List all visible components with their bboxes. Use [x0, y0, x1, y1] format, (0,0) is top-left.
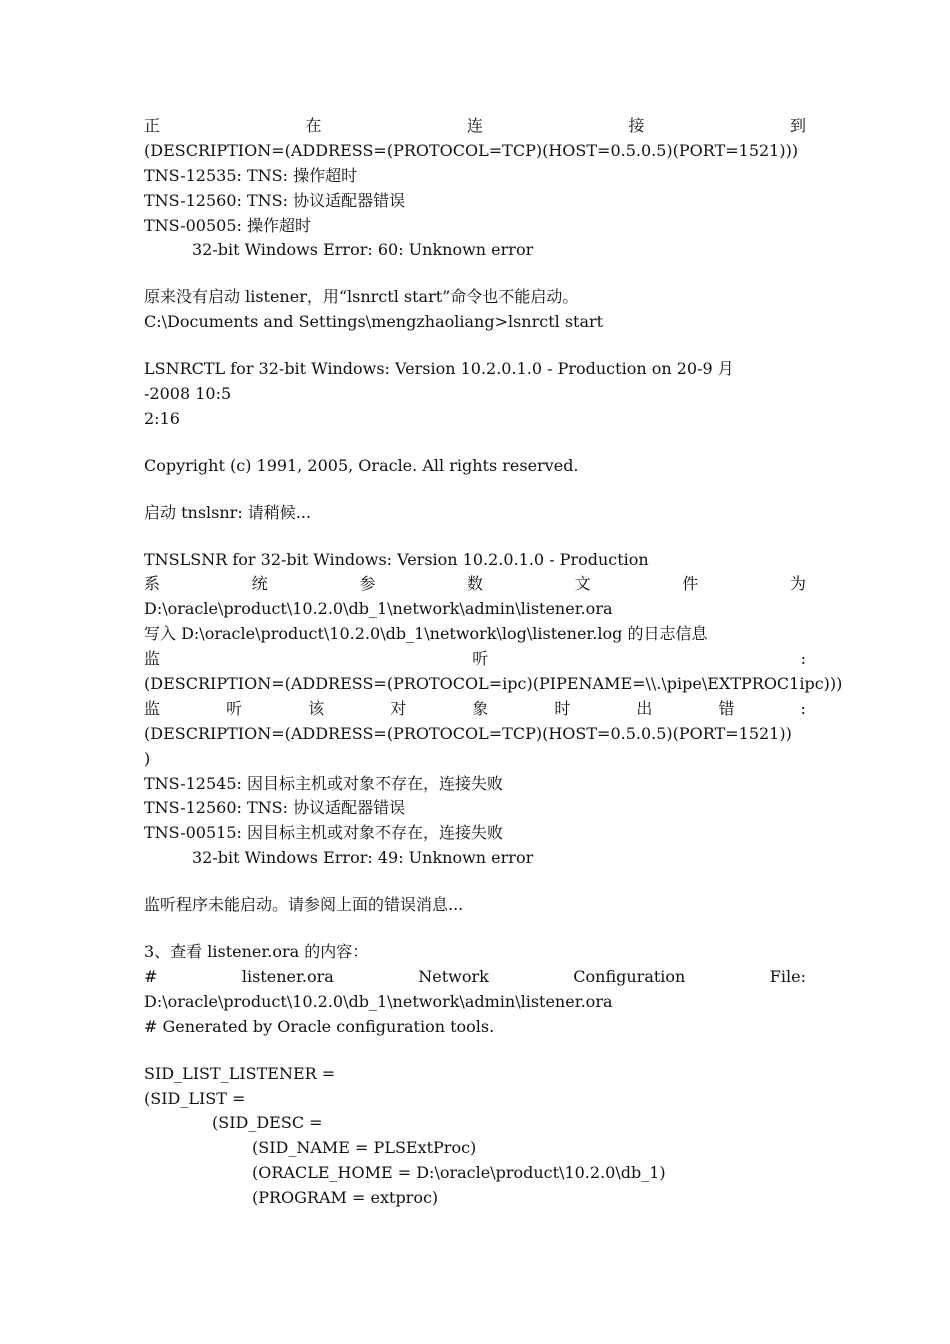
word: 监	[144, 649, 161, 669]
tns-12545-line: TNS-12545: 因目标主机或对象不存在，连接失败	[144, 773, 504, 793]
word: 为	[789, 574, 806, 594]
word: #	[144, 966, 158, 986]
word: 象	[472, 698, 489, 718]
windows-error-49-line: 32-bit Windows Error: 49: Unknown error	[192, 848, 534, 868]
word: 文	[574, 574, 591, 594]
lsnrctl-date-line: -2008 10:5	[144, 384, 232, 404]
log-line: 写入 D:\oracle\product\10.2.0\db_1\network\log\listener.log 的日志信息	[144, 624, 708, 644]
blank-line	[144, 918, 806, 940]
lsnrctl-time-line: 2:16	[144, 408, 180, 428]
blank-line	[144, 871, 806, 893]
windows-error-60-line: 32-bit Windows Error: 60: Unknown error	[192, 240, 534, 260]
word: listener.ora	[241, 966, 334, 986]
blank-line	[144, 479, 806, 501]
listen-line	[144, 647, 806, 672]
word: 统	[251, 574, 268, 594]
word: 在	[305, 116, 322, 135]
word: 对	[390, 698, 407, 718]
tns-12560-line: TNS-12560: TNS: 协议适配器错误	[144, 798, 406, 818]
word: 连	[466, 116, 483, 135]
sid-name-line: (SID_NAME = PLSExtProc)	[252, 1138, 477, 1158]
word: 系	[144, 574, 161, 594]
word: :	[800, 698, 806, 718]
blank-line	[144, 335, 806, 357]
tns-00505-line: TNS-00505: 操作超时	[144, 215, 312, 235]
word: 参	[359, 574, 376, 594]
generated-comment-line: # Generated by Oracle configuration tools.	[144, 1016, 495, 1036]
word: 错	[718, 698, 735, 718]
tnslsnr-version-line: TNSLSNR for 32-bit Windows: Version 10.2.0.1.0 - Production	[144, 549, 649, 569]
starting-line: 启动 tnslsnr: 请稍候...	[144, 502, 312, 522]
description-tcp-line: (DESCRIPTION=(ADDRESS=(PROTOCOL=TCP)(HOST=0.5.0.5)(PORT=1521)))	[144, 140, 799, 160]
close-paren-line: )	[144, 748, 151, 768]
command-line: C:\Documents and Settings\mengzhaoliang>lsnrctl start	[144, 312, 604, 332]
tns-12535-line: TNS-12535: TNS: 操作超时	[144, 165, 358, 185]
word: Network	[418, 966, 489, 986]
sid-list-listener-line: SID_LIST_LISTENER =	[144, 1063, 336, 1083]
connecting-line	[144, 114, 806, 139]
sid-desc-line: (SID_DESC =	[212, 1113, 323, 1133]
word: 监	[144, 698, 161, 718]
word: 正	[144, 116, 161, 135]
word: 该	[308, 698, 325, 718]
config-path-line: D:\oracle\product\10.2.0\db_1\network\admin\listener.ora	[144, 991, 613, 1011]
document-page	[144, 114, 843, 1211]
word: :	[800, 649, 806, 669]
tns-12560-line: TNS-12560: TNS: 协议适配器错误	[144, 190, 406, 210]
word: 数	[466, 574, 483, 594]
word: Configuration	[573, 966, 686, 986]
listen-error-line	[144, 697, 806, 722]
word: 出	[636, 698, 653, 718]
word: 接	[628, 116, 645, 135]
word: 到	[789, 116, 806, 135]
sysparam-path-line: D:\oracle\product\10.2.0\db_1\network\admin\listener.ora	[144, 599, 613, 619]
blank-line	[144, 1040, 806, 1062]
oracle-home-line: (ORACLE_HOME = D:\oracle\product\10.2.0\db_1)	[252, 1163, 666, 1183]
config-comment-line	[144, 965, 806, 990]
copyright-line: Copyright (c) 1991, 2005, Oracle. All rights reserved.	[144, 455, 579, 475]
note-line: 原来没有启动 listener，用“lsnrctl start”命令也不能启动。	[144, 287, 579, 307]
program-line: (PROGRAM = extproc)	[252, 1188, 439, 1208]
word: 时	[554, 698, 571, 718]
lsnrctl-version-line: LSNRCTL for 32-bit Windows: Version 10.2.0.1.0 - Production on 20-9 月	[144, 359, 734, 379]
blank-line	[144, 263, 806, 285]
blank-line	[144, 526, 806, 548]
word: 件	[682, 574, 699, 594]
word: File:	[769, 966, 806, 986]
section-heading: 3、查看 listener.ora 的内容：	[144, 942, 369, 962]
listener-failed-line: 监听程序未能启动。请参阅上面的错误消息...	[144, 895, 464, 915]
description-ipc-line: (DESCRIPTION=(ADDRESS=(PROTOCOL=ipc)(PIPENAME=\\.\pipe\EXTPROC1ipc)))	[144, 674, 843, 694]
word: 听	[472, 649, 489, 669]
tns-00515-line: TNS-00515: 因目标主机或对象不存在，连接失败	[144, 823, 504, 843]
word: 听	[226, 698, 243, 718]
blank-line	[144, 432, 806, 454]
sid-list-line: (SID_LIST =	[144, 1088, 246, 1108]
sysparam-line	[144, 572, 806, 597]
description-tcp-line: (DESCRIPTION=(ADDRESS=(PROTOCOL=TCP)(HOST=0.5.0.5)(PORT=1521))	[144, 723, 792, 743]
